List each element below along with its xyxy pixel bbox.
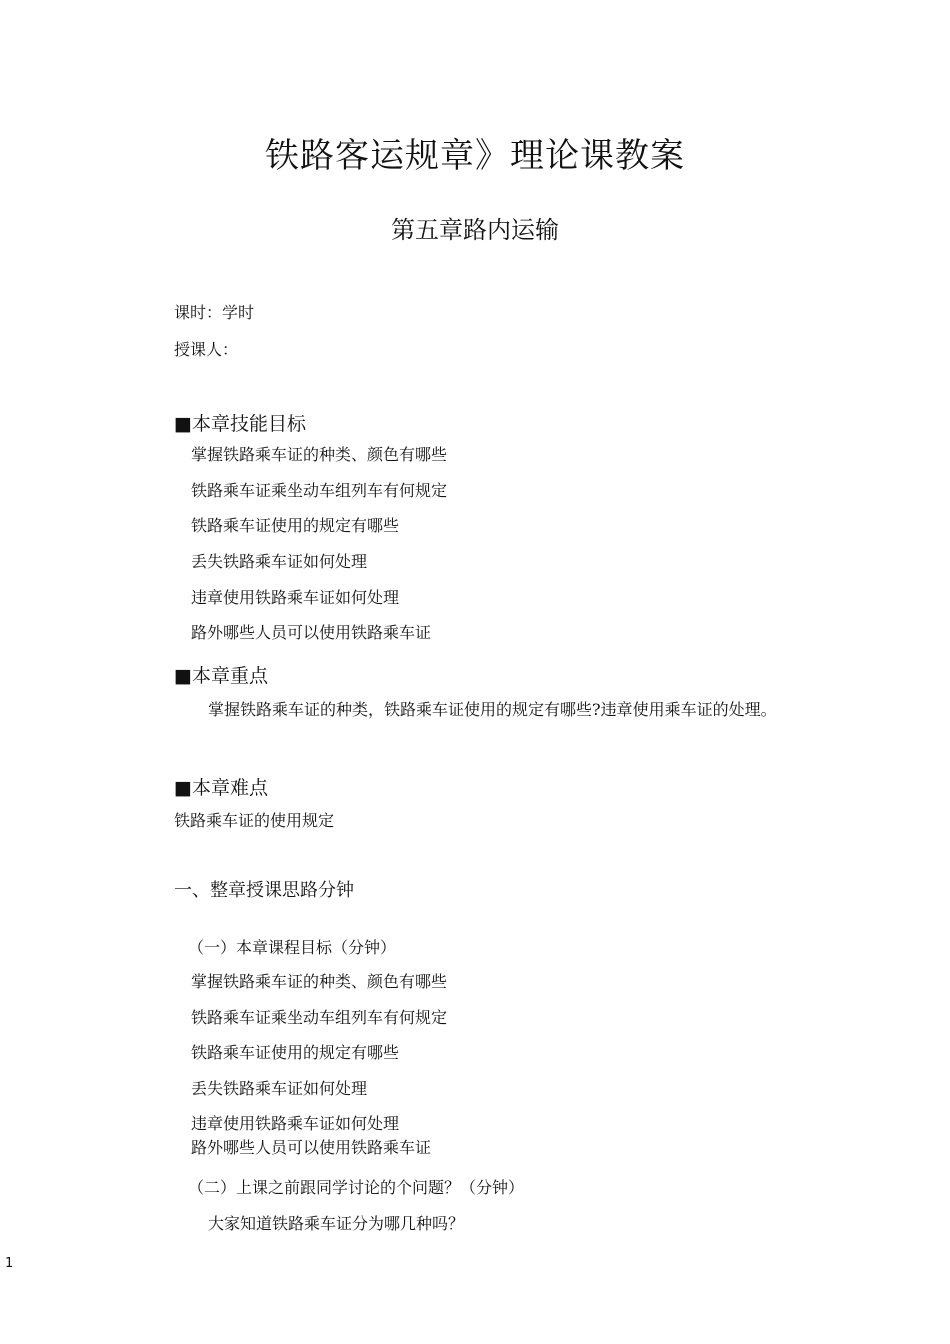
subsection-heading: （一）本章课程目标（分钟） [188, 938, 397, 957]
skill-item: 铁路乘车证使用的规定有哪些 [191, 516, 400, 535]
skill-item: 路外哪些人员可以使用铁路乘车证 [191, 623, 432, 642]
difficulty-text: 铁路乘车证的使用规定 [174, 811, 335, 830]
objective-item: 掌握铁路乘车证的种类、颜色有哪些 [191, 972, 448, 991]
objective-item-group [191, 1112, 431, 1160]
objective-item: 丢失铁路乘车证如何处理 [191, 1079, 368, 1098]
document-title: 铁路客运规章》理论课教案 [265, 136, 685, 176]
skill-item: 违章使用铁路乘车证如何处理 [191, 588, 400, 607]
subsection-heading: （二）上课之前跟同学讨论的个问题？（分钟） [188, 1178, 525, 1197]
objective-item: 路外哪些人员可以使用铁路乘车证 [191, 1138, 432, 1157]
keypoints-text: 掌握铁路乘车证的种类，铁路乘车证使用的规定有哪些?违章使用乘车证的处理。 [208, 700, 777, 719]
teacher: 授课人： [174, 340, 239, 359]
class-hours: 课时：学时 [174, 303, 255, 322]
objective-item: 违章使用铁路乘车证如何处理 [191, 1114, 400, 1133]
objective-item: 铁路乘车证乘坐动车组列车有何规定 [191, 1008, 448, 1027]
skills-heading: ■本章技能目标 [174, 413, 306, 435]
difficulty-heading: ■本章难点 [174, 777, 268, 799]
objective-item: 铁路乘车证使用的规定有哪些 [191, 1043, 400, 1062]
page-number: 1 [5, 1256, 14, 1271]
skill-item: 掌握铁路乘车证的种类、颜色有哪些 [191, 445, 448, 464]
discussion-question: 大家知道铁路乘车证分为哪几种吗？ [208, 1214, 465, 1233]
section-heading: 一、整章授课思路分钟 [174, 880, 354, 901]
chapter-subtitle: 第五章路内运输 [391, 216, 559, 244]
skill-item: 铁路乘车证乘坐动车组列车有何规定 [191, 481, 448, 500]
keypoints-heading: ■本章重点 [174, 665, 268, 687]
skill-item: 丢失铁路乘车证如何处理 [191, 552, 368, 571]
